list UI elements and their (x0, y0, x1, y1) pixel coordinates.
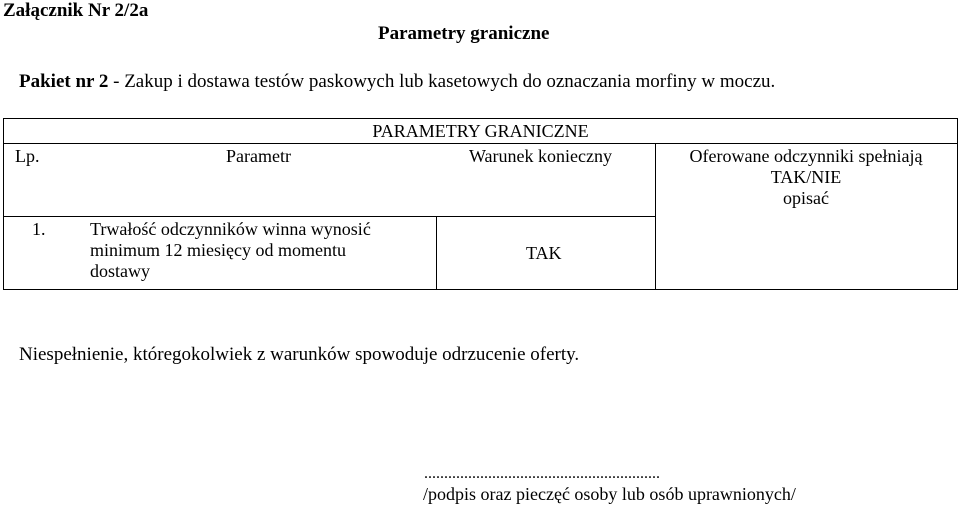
row-parameter-line2: minimum 12 miesięcy od momentu (90, 240, 346, 260)
package-label: Pakiet nr 2 (19, 71, 109, 92)
rejection-note: Niespełnienie, któregokolwiek z warunków spowoduje odrzucenie oferty. (19, 344, 580, 365)
row-parameter-line1: Trwałość odczynników winna wynosić (90, 219, 371, 239)
column-header-offer (656, 146, 956, 209)
signature-line: ........................................................... (424, 465, 660, 482)
package-text: - Zakup i dostawa testów paskowych lub kasetowych do oznaczania morfiny w moczu. (108, 71, 776, 92)
table-header-divider (4, 216, 655, 217)
parameters-table (3, 118, 958, 290)
row-parameter (90, 219, 430, 282)
table-title-divider (4, 143, 957, 144)
table-title: PARAMETRY GRANICZNE (372, 121, 589, 141)
row-number: 1. (32, 219, 46, 239)
column-header-parameter: Parametr (226, 146, 291, 166)
page-title: Parametry graniczne (378, 23, 550, 44)
row-parameter-line3: dostawy (90, 261, 150, 281)
column-header-condition: Warunek konieczny (469, 146, 612, 166)
column-header-offer-line3: opisać (783, 188, 829, 208)
attachment-label: Załącznik Nr 2/2a (3, 0, 149, 21)
column-divider-2 (436, 216, 437, 289)
package-description (19, 71, 775, 93)
column-header-offer-line1: Oferowane odczynniki spełniają (689, 146, 923, 166)
column-header-offer-line2: TAK/NIE (770, 167, 842, 187)
signature-caption: /podpis oraz pieczęć osoby lub osób uprawnionych/ (423, 484, 796, 504)
column-header-lp: Lp. (15, 146, 40, 166)
row-condition: TAK (526, 243, 562, 263)
